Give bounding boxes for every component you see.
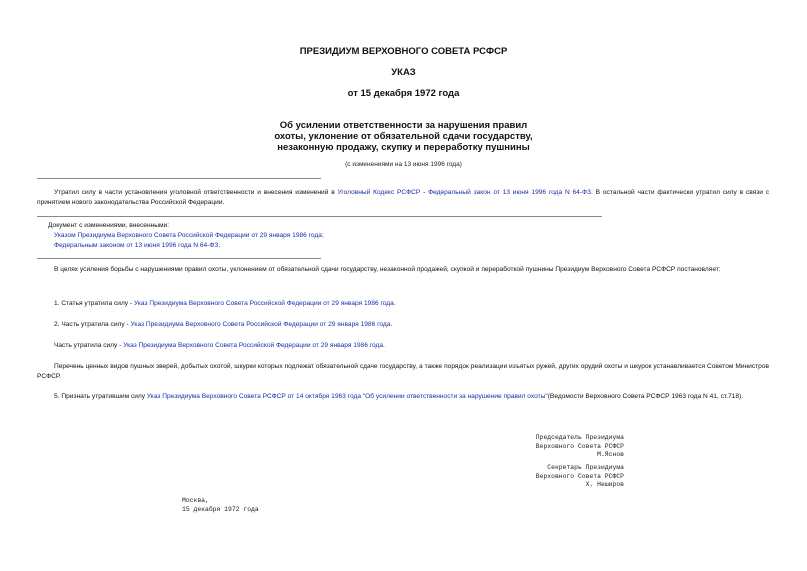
clause-1: 1. Статья утратила силу - Указ Президиума Верховного Совета Российской Федерации от 29 января 1986 года. — [54, 300, 396, 307]
criminal-code-link[interactable]: Уголовный Кодекс РСФСР — [337, 189, 421, 196]
divider — [37, 216, 602, 217]
place-date: 15 декабря 1972 года — [182, 505, 259, 513]
clause-2-link[interactable]: Указ Президиума Верховного Совета Российской Федерации от 29 января 1986 года — [130, 321, 391, 328]
secretary-title-1: Секретарь Президиума — [547, 464, 624, 471]
clause-4: Перечень ценных видов пушных зверей, добытых охотой, шкурки которых подлежат обязательной сдаче государству, а также порядок реализации изъятых ружей, других орудий охоты и шкурок устанавливается Советом Министров РСФСР. — [37, 363, 769, 380]
title-line-1: Об усилении ответственности за нарушения правил — [279, 120, 528, 131]
title-line-2: охоты, уклонение от обязательной сдачи государству, — [274, 131, 533, 142]
clause-3: Часть утратила силу - Указ Президиума Верховного Совета Российской Федерации от 29 января 1986 года. — [54, 342, 385, 349]
preamble-paragraph: В целях усиления борьбы с нарушениями правил охоты, уклонением от обязательной сдачи государству, незаконной продажей, скупкой и переработкой пушнины Президиум Верховного Совета РСФСР постановляет: — [54, 266, 721, 273]
secretary-signature — [470, 464, 624, 490]
clause-2: 2. Часть утратила силу - Указ Президиума Верховного Совета Российской Федерации от 29 января 1986 года. — [54, 321, 393, 328]
document-date: от 15 декабря 1972 года — [347, 88, 460, 99]
chair-signature — [470, 434, 624, 460]
place-and-date — [182, 497, 259, 514]
document-type: УКАЗ — [391, 67, 416, 78]
clause-5-link-title[interactable]: "Об усилении ответственности за нарушение правил охоты" — [362, 393, 548, 400]
chair-title-2: Верховного Совета РСФСР — [535, 442, 624, 450]
title-line-3: незаконную продажу, скупку и переработку пушнины — [277, 142, 530, 153]
secretary-name: Х. Неширов — [585, 481, 624, 489]
divider — [37, 258, 321, 259]
place-city: Москва, — [182, 497, 209, 504]
issuer-heading: ПРЕЗИДИУМ ВЕРХОВНОГО СОВЕТА РСФСР — [299, 46, 508, 57]
clause-5-link-decree-1963[interactable]: Указ Президиума Верховного Совета РСФСР от 14 октября 1963 года — [146, 393, 361, 400]
amendment-note: (с изменениями на 13 июня 1996 года) — [345, 161, 462, 168]
chair-title-1: Председатель Президиума — [535, 434, 624, 441]
federal-law-link[interactable]: Федеральный закон от 13 июня 1996 года N 64-ФЗ — [428, 189, 592, 196]
secretary-title-2: Верховного Совета РСФСР — [535, 472, 624, 480]
chair-name: М.Яснов — [597, 451, 624, 459]
change-link-law-1996[interactable]: Федеральным законом от 13 июня 1996 года N 64-ФЗ. — [54, 242, 221, 249]
clause-5: 5. Признать утратившим силу Указ Президиума Верховного Совета РСФСР от 14 октября 1963 года "Об усилении ответственности за нарушение правил охоты"(Ведомости Верховного Совета РСФСР 1963 года N 41, ст.718). — [54, 393, 744, 400]
divider — [37, 178, 321, 179]
changes-label: Документ с изменениями, внесенными: — [48, 222, 170, 229]
change-link-decree-1986[interactable]: Указом Президиума Верховного Совета Российской Федерации от 29 января 1986 года; — [54, 232, 324, 239]
status-paragraph: Утратил силу в части установления уголовной ответственности и внесения изменений в Уголовный Кодекс РСФСР - Федеральный закон от 13 июня 1996 года N 64-ФЗ. В остальной части фактически утратил силу в связи с принятием нового законодательства Российской Федерации. — [37, 189, 769, 206]
clause-1-link[interactable]: Указ Президиума Верховного Совета Российской Федерации от 29 января 1986 года — [133, 300, 394, 307]
clause-3-link[interactable]: Указ Президиума Верховного Совета Российской Федерации от 29 января 1986 года — [123, 342, 384, 349]
